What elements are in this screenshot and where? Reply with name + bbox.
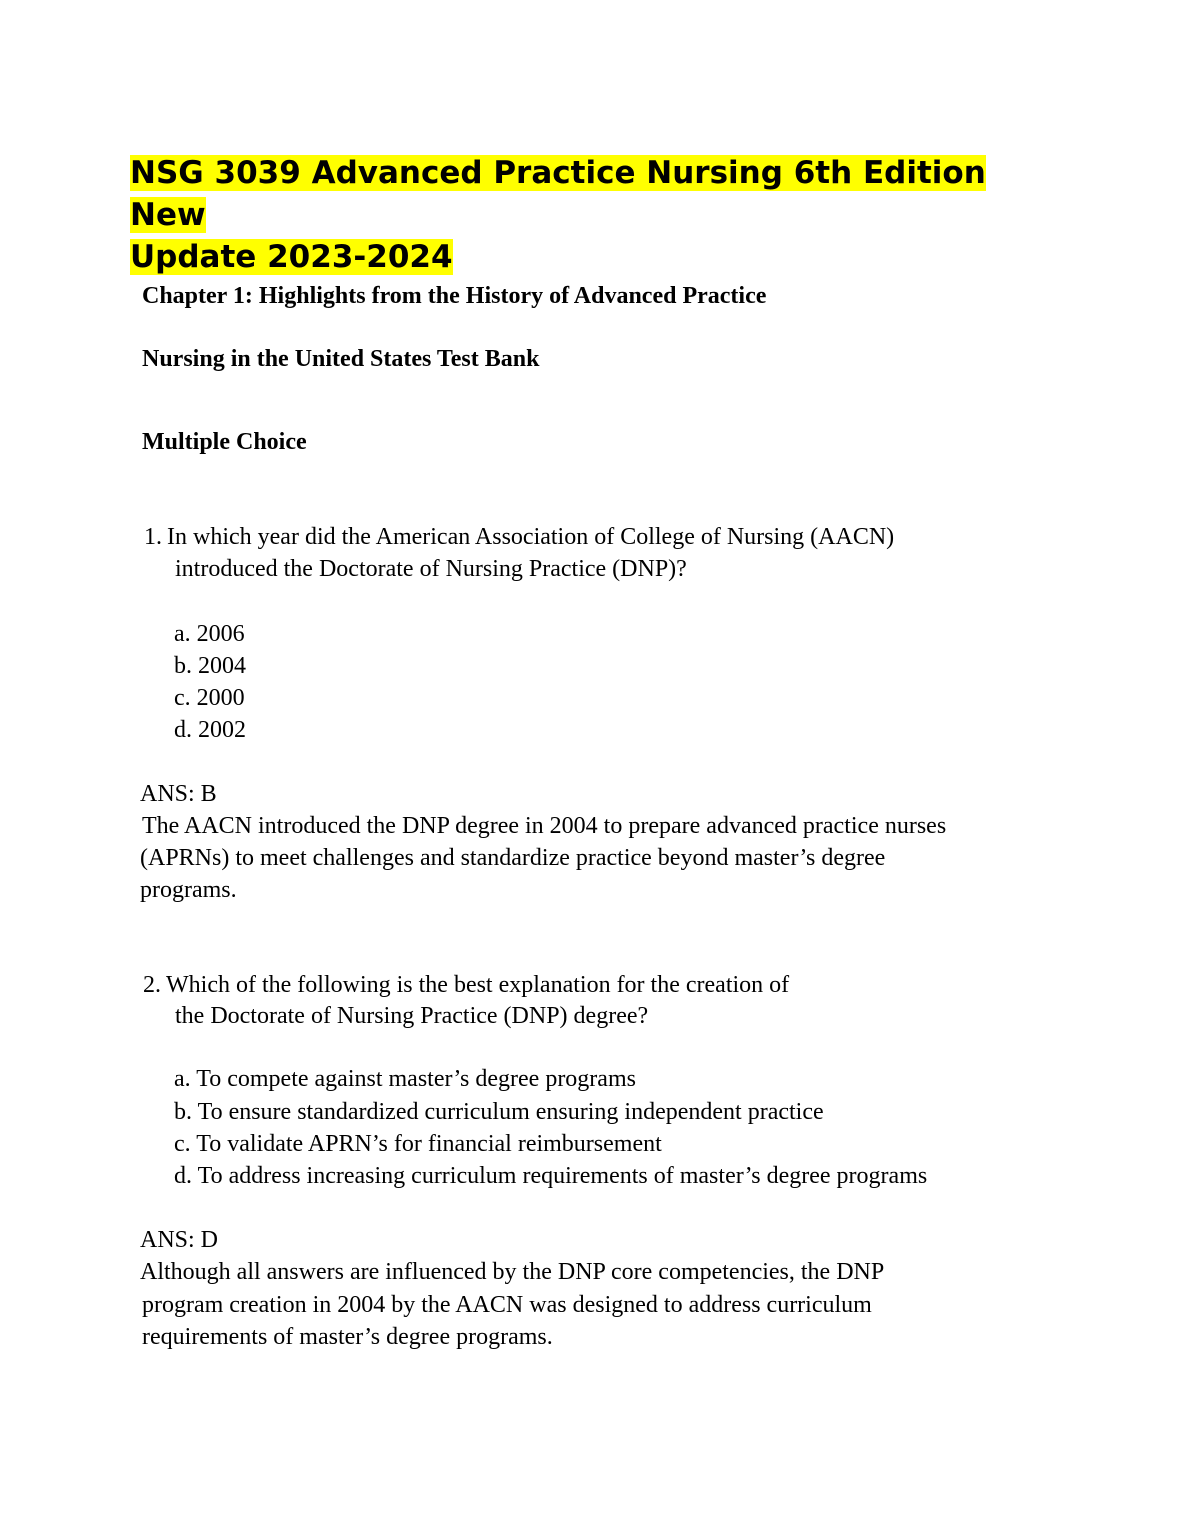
document-title-line-2: Update 2023-2024 (130, 239, 453, 275)
answer-option-c (174, 683, 245, 713)
rationale-line-3: programs. (140, 877, 237, 903)
question-number: 1. (144, 524, 162, 550)
rationale-line-2: program creation in 2004 by the AACN was designed to address curriculum (142, 1292, 872, 1318)
option-text: To compete against master’s degree programs (196, 1066, 636, 1092)
option-text: To address increasing curriculum requirements of master’s degree programs (197, 1163, 928, 1189)
option-letter: a. (174, 621, 191, 647)
option-text: 2002 (198, 717, 246, 743)
question-text-line-1: Which of the following is the best explanation for the creation of (166, 972, 790, 998)
option-text: 2004 (198, 653, 246, 679)
chapter-heading-line-1: Chapter 1: Highlights from the History of Advanced Practice (142, 283, 767, 309)
rationale-line-1: The AACN introduced the DNP degree in 2004 to prepare advanced practice nurses (142, 813, 947, 839)
option-letter: b. (174, 653, 192, 679)
answer-option-d (174, 1161, 927, 1191)
answer-option-b (174, 651, 246, 681)
section-heading: Multiple Choice (142, 429, 307, 455)
option-text: To ensure standardized curriculum ensuring independent practice (197, 1099, 824, 1125)
option-letter: c. (174, 1131, 191, 1157)
option-letter: c. (174, 685, 191, 711)
answer-option-d (174, 715, 246, 745)
rationale-line-3: requirements of master’s degree programs. (142, 1324, 553, 1350)
answer-option-a (174, 619, 245, 649)
question-text-line-2: introduced the Doctorate of Nursing Practice (DNP)? (175, 556, 687, 582)
document-title-line-1: NSG 3039 Advanced Practice Nursing 6th Edition New (130, 155, 986, 233)
option-letter: d. (174, 1163, 192, 1189)
option-text: 2006 (196, 621, 245, 647)
question-number: 2. (143, 972, 161, 998)
document-title (130, 152, 1010, 278)
rationale-line-2: (APRNs) to meet challenges and standardize practice beyond master’s degree (140, 845, 886, 871)
answer-option-c (174, 1129, 662, 1159)
question-text-line-1: In which year did the American Association of College of Nursing (AACN) (167, 524, 895, 550)
answer-key: ANS: D (140, 1227, 219, 1253)
answer-option-a (174, 1064, 636, 1094)
answer-key: ANS: B (140, 781, 217, 807)
option-text: 2000 (196, 685, 245, 711)
question-text-line-2: the Doctorate of Nursing Practice (DNP) degree? (175, 1003, 649, 1029)
option-letter: b. (174, 1099, 192, 1125)
chapter-heading-line-2: Nursing in the United States Test Bank (142, 346, 540, 372)
answer-option-b (174, 1097, 824, 1127)
option-letter: d. (174, 717, 192, 743)
option-letter: a. (174, 1066, 191, 1092)
rationale-line-1: Although all answers are influenced by the DNP core competencies, the DNP (140, 1259, 885, 1285)
option-text: To validate APRN’s for financial reimbursement (196, 1131, 662, 1157)
